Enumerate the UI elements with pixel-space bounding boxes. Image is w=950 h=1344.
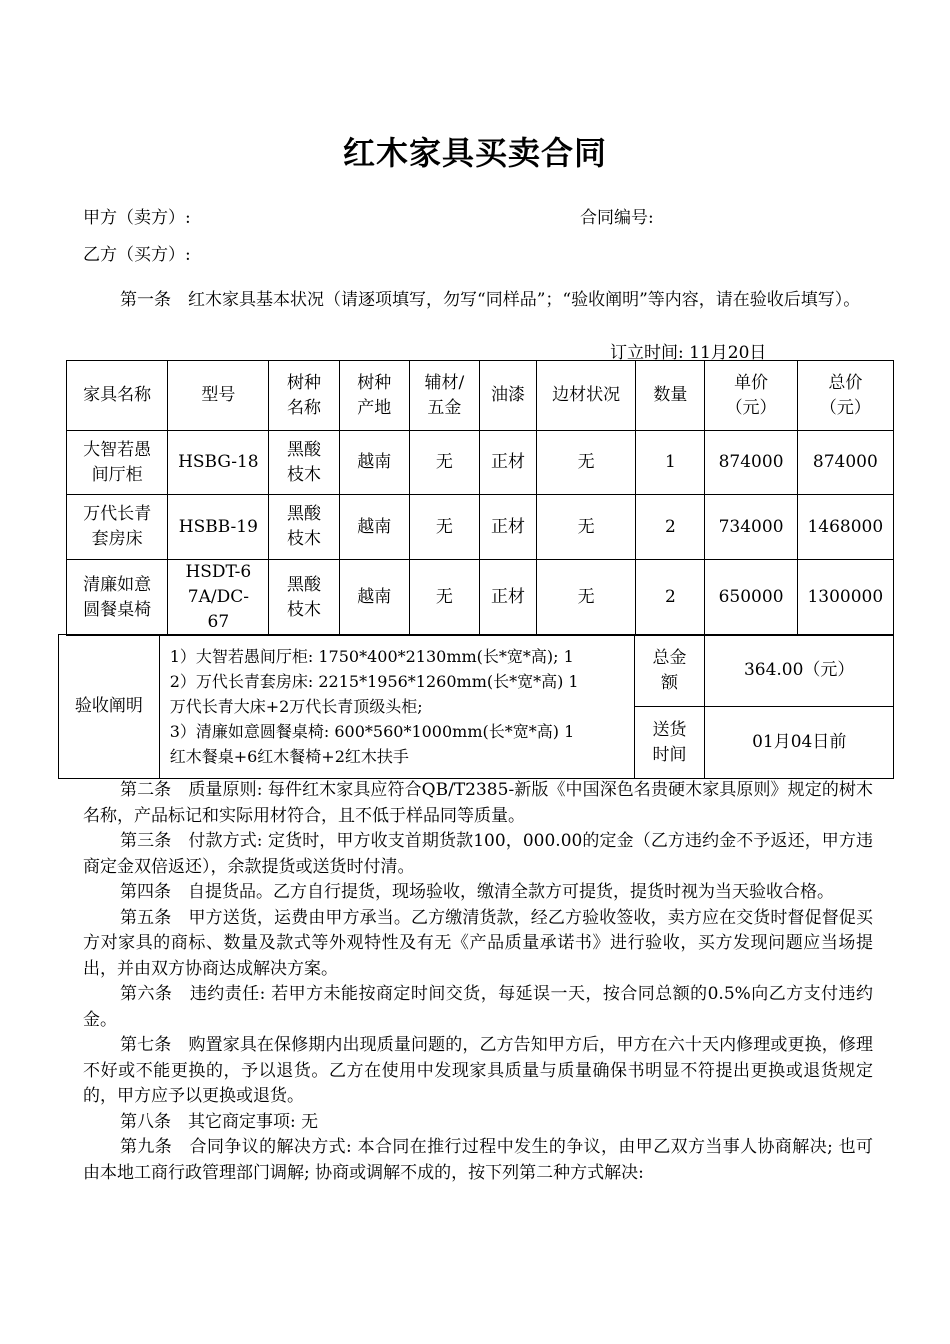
table-cell: 1 — [636, 431, 705, 495]
acceptance-line: 2）万代长青套房床: 2215*1956*1260mm(长*宽*高) 1 — [169, 672, 579, 691]
table-cell: 650000 — [705, 560, 797, 636]
article-4: 第四条 自提货品。乙方自行提货，现场验收，缴清全款方可提货，提货时视为当天验收合格。 — [120, 882, 834, 902]
table-cell: 无 — [537, 431, 636, 495]
table-cell: 正材 — [479, 560, 536, 636]
article-5: 第五条 甲方送货，运费由甲方承当。乙方缴清货款，经乙方验收签收，卖方应在交货时督促督促买方对家具的商标、数量及款式等外观特性及有无《产品质量承诺书》进行验收，买方发现问题应当场提出，并由双方协商达成解决方案。 — [83, 907, 873, 979]
contract-number-label: 合同编号: — [580, 208, 654, 228]
table-cell: 874000 — [705, 431, 797, 495]
table-row — [67, 431, 894, 495]
article-8: 第八条 其它商定事项: 无 — [120, 1111, 319, 1132]
table-cell: 正材 — [479, 431, 536, 495]
table-header-row — [67, 361, 894, 431]
article-9: 第九条 合同争议的解决方式: 本合同在推行过程中发生的争议，由甲乙双方当事人协商解决; 也可由本地工商行政管理部门调解; 协商或调解不成的，按下列第二种方式解决: — [83, 1137, 873, 1183]
table-cell: 无 — [537, 495, 636, 560]
party-b-label: 乙方（买方）: — [83, 245, 191, 265]
article-2: 第二条 质量原则: 每件红木家具应符合QB/T2385-新版《中国深色名贵硬木家具原则》规定的树木名称，产品标记和实际用材符合，且不低于样品同等质量。 — [83, 780, 873, 826]
table-cell: HSBG-18 — [168, 431, 269, 495]
article-6: 第六条 违约责任: 若甲方未能按商定时间交货，每延误一天，按合同总额的0.5%向乙方支付违约金。 — [83, 984, 873, 1030]
table-cell: 黑酸枝木 — [269, 495, 339, 560]
table-cell: 万代长青套房床 — [67, 495, 168, 560]
header-cell: 数量 — [636, 361, 705, 431]
party-a-label: 甲方（卖方）: — [83, 208, 191, 228]
table-cell: 2 — [636, 495, 705, 560]
table-cell: 734000 — [705, 495, 797, 560]
header-cell: 总价（元） — [797, 361, 893, 431]
total-amount-value: 364.00（元） — [705, 635, 894, 707]
table-cell: 黑酸枝木 — [269, 431, 339, 495]
header-cell: 单价（元） — [705, 361, 797, 431]
table-cell: 1300000 — [797, 560, 893, 636]
table-cell: 越南 — [339, 495, 409, 560]
header-cell: 家具名称 — [67, 361, 168, 431]
table-cell: HSBB-19 — [168, 495, 269, 560]
table-row — [67, 495, 894, 560]
table-cell: 越南 — [339, 560, 409, 636]
acceptance-table — [58, 634, 894, 779]
table-cell: 无 — [409, 431, 479, 495]
table-cell: 清廉如意圆餐桌椅 — [67, 560, 168, 636]
acceptance-line: 红木餐桌+6红木餐椅+2红木扶手 — [169, 747, 409, 766]
contract-articles — [83, 778, 873, 1186]
header-cell: 油漆 — [479, 361, 536, 431]
order-time: 订立时间: 11月20日 — [610, 343, 767, 363]
article-3: 第三条 付款方式: 定货时，甲方收支首期货款100，000.00的定金（乙方违约金不予返还，甲方违商定金双倍返还），余款提货或送货时付清。 — [83, 831, 873, 877]
table-cell: 无 — [409, 560, 479, 636]
table-row — [67, 560, 894, 636]
acceptance-line: 1）大智若愚间厅柜: 1750*400*2130mm(长*宽*高); 1 — [169, 647, 574, 666]
article-7: 第七条 购置家具在保修期内出现质量问题的，乙方告知甲方后，甲方在六十天内修理或更换，修理不好或不能更换的，予以退货。乙方在使用中发现家具质量与质量确保书明显不符提出更换或退货规定的，甲方应予以更换或退货。 — [83, 1035, 873, 1106]
delivery-time-label: 送货时间 — [634, 707, 705, 779]
article-1-text: 第一条 红木家具基本状况（请逐项填写，勿写“同样品”；“验收阐明”等内容，请在验收后填写）。 — [120, 290, 861, 310]
header-cell: 边材状况 — [537, 361, 636, 431]
acceptance-line: 万代长青大床+2万代长青顶级头柜; — [169, 697, 423, 716]
table-cell: 大智若愚间厅柜 — [67, 431, 168, 495]
table-cell: 越南 — [339, 431, 409, 495]
contract-title: 红木家具买卖合同 — [342, 134, 607, 172]
header-cell: 辅材/五金 — [409, 361, 479, 431]
total-amount-label: 总金额 — [634, 635, 705, 707]
header-cell: 树种产地 — [339, 361, 409, 431]
acceptance-line: 3）清廉如意圆餐桌椅: 600*560*1000mm(长*宽*高) 1 — [169, 722, 575, 741]
table-cell: 正材 — [479, 495, 536, 560]
table-cell: 无 — [537, 560, 636, 636]
header-cell: 型号 — [168, 361, 269, 431]
acceptance-label: 验收阐明 — [59, 635, 160, 779]
header-cell: 树种名称 — [269, 361, 339, 431]
table-cell: 黑酸枝木 — [269, 560, 339, 636]
table-cell: 1468000 — [797, 495, 893, 560]
furniture-table — [66, 360, 894, 636]
delivery-time-value: 01月04日前 — [705, 707, 894, 779]
table-cell: 无 — [409, 495, 479, 560]
table-cell: 874000 — [797, 431, 893, 495]
table-cell: 2 — [636, 560, 705, 636]
article-1 — [83, 288, 873, 314]
acceptance-details — [159, 635, 634, 779]
table-cell: HSDT-67A/DC-67 — [168, 560, 269, 636]
